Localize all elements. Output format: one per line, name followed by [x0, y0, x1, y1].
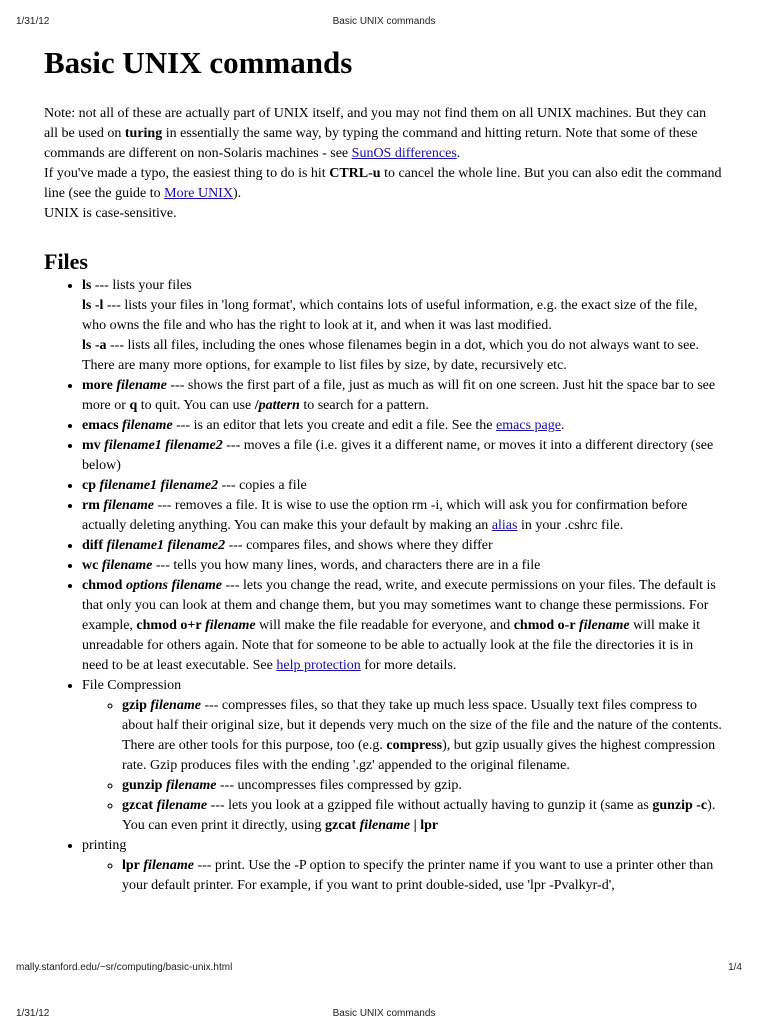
cmd-desc: --- shows the first part of a file, just as much as will fit on one screen. Just hit the space bar to see more or [82, 378, 716, 413]
cmd-arg: filename [165, 778, 217, 793]
cmd-desc: will make it unreadable for others again. Note that for someone to be able to actually look at the file the directories it is in need to be at least executable. See [82, 618, 700, 673]
list-item-ls [82, 276, 722, 376]
footer-url: mally.stanford.edu/~sr/computing/basic-unix.html [16, 962, 233, 973]
intro-text: ). [232, 186, 242, 201]
cmd-desc: to quit. You can use [137, 398, 255, 413]
header-title: Basic UNIX commands [332, 16, 436, 27]
pattern-arg: pattern [258, 398, 300, 413]
compression-sublist [82, 696, 722, 836]
list-item-diff [82, 536, 722, 556]
list-item-cp [82, 476, 722, 496]
turing-term: turing [124, 126, 163, 141]
emacs-page-link[interactable]: emacs page [496, 418, 561, 433]
cmd-gzip: gzip [122, 698, 147, 713]
cmd-desc: --- compresses files, so that they take up much less space. Usually text files compress to about half their original size, but it depends very much on the size of the file and the nature of the contents. There are other tools for this purpose, too (e.g. [122, 698, 722, 753]
cmd-desc: --- copies a file [218, 478, 307, 493]
cmd-arg: filename [122, 418, 173, 433]
cmd-arg: filename [101, 558, 153, 573]
cmd-desc: to search for a pattern. [299, 398, 429, 413]
alias-link[interactable]: alias [491, 518, 518, 533]
cmd-desc: --- lets you change the read, write, and execute permissions on your files. The default is that only you can look at them and change them, but you may sometimes want to change these permissions. For example, [82, 578, 716, 633]
key-q: q [129, 398, 138, 413]
cmd-wc: wc [82, 558, 99, 573]
cmd-desc: will make the file readable for everyone, and [255, 618, 514, 633]
cmd-ls-l: ls -l [82, 298, 104, 313]
help-protection-link[interactable]: help protection [276, 658, 361, 673]
page-title: Basic UNIX commands [44, 45, 353, 80]
cmd-cp: cp [82, 478, 96, 493]
example-cmd: gzcat [324, 818, 357, 833]
cmd-arg: filename [156, 798, 208, 813]
intro-text: If you've made a typo, the easiest thing to do is hit [44, 166, 330, 181]
cmd-arg: filename [103, 498, 154, 513]
example-cmd: chmod o-r [513, 618, 576, 633]
cmd-ls: ls [82, 278, 92, 293]
intro-text: to cancel the whole line. But you can also edit the command line (see the guide to [44, 166, 722, 201]
cmd-desc: for more details. [360, 658, 457, 673]
ctrl-u-term: CTRL-u [329, 166, 381, 181]
cmd-desc: --- compares files, and shows where they differ [225, 538, 493, 553]
cmd-ls-a: ls -a [82, 338, 107, 353]
cmd-chmod: chmod [82, 578, 123, 593]
intro-paragraph-2 [44, 164, 722, 204]
cmd-desc: --- removes a file. It is wise to use the option rm -i, which will ask you for confirmation before actually deleting anything. You can make this your default by making an [82, 498, 688, 533]
intro-section [44, 104, 722, 224]
list-item-wc [82, 556, 722, 576]
cmd-gunzip: gunzip [122, 778, 163, 793]
cmd-arg: filename [116, 378, 167, 393]
cmd-arg: options filename [125, 578, 223, 593]
cmd-arg: filename [359, 818, 411, 833]
cmd-desc: --- lets you look at a gzipped file without actually having to gunzip it (same as [207, 798, 653, 813]
files-command-list [44, 276, 722, 896]
compression-label: File Compression [82, 678, 182, 693]
pipe-lpr: | lpr [410, 818, 439, 833]
cmd-desc: ), but gzip usually gives the highest compression rate. Gzip produces files with the ending '.gz' appended to the original filename. [122, 738, 716, 773]
cmd-arg: filename [143, 858, 194, 873]
cmd-arg: filename [205, 618, 256, 633]
cmd-arg: filename [150, 698, 201, 713]
printing-sublist [82, 856, 722, 896]
list-item-gzip [122, 696, 722, 776]
cmd-emacs: emacs [82, 418, 119, 433]
footer-page-number: 1/4 [728, 962, 742, 973]
list-item-more [82, 376, 722, 416]
list-item-gunzip [122, 776, 722, 796]
list-item-rm [82, 496, 722, 536]
cmd-arg: filename [579, 618, 630, 633]
intro-text: . [456, 146, 461, 161]
main-content [44, 44, 722, 896]
intro-paragraph-3: UNIX is case-sensitive. [44, 206, 177, 221]
printing-label: printing [82, 838, 127, 853]
compress-term: compress [386, 738, 443, 753]
cmd-desc: --- tells you how many lines, words, and characters there are in a file [152, 558, 541, 573]
header-date: 1/31/12 [16, 16, 50, 27]
ls-more-options: There are many more options, for example to list files by size, by date, recursively etc. [82, 358, 567, 373]
cmd-gzcat: gzcat [122, 798, 154, 813]
cmd-desc: in your .cshrc file. [517, 518, 624, 533]
list-item-mv [82, 436, 722, 476]
cmd-desc: --- lists your files [91, 278, 192, 293]
cmd-desc: --- lists all files, including the ones whose filenames begin in a dot, which you do not always want to see. [106, 338, 700, 353]
cmd-mv: mv [82, 438, 101, 453]
next-header-title: Basic UNIX commands [332, 1008, 436, 1019]
cmd-desc: --- is an editor that lets you create and edit a file. See the [172, 418, 497, 433]
cmd-lpr: lpr [122, 858, 140, 873]
list-item-gzcat [122, 796, 722, 836]
cmd-arg: filename1 filename2 [104, 438, 223, 453]
list-item-chmod [82, 576, 722, 676]
cmd-desc: --- lists your files in 'long format', which contains lots of useful information, e.g. the exact size of the file, who owns the file and who has the right to look at it, and when it was last modified. [82, 298, 698, 333]
list-item-emacs [82, 416, 722, 436]
files-heading: Files [44, 249, 88, 274]
list-item-file-compression [82, 676, 722, 836]
cmd-rm: rm [82, 498, 100, 513]
cmd-desc: --- uncompresses files compressed by gzip. [216, 778, 462, 793]
cmd-diff: diff [82, 538, 103, 553]
example-cmd: gunzip -c [652, 798, 708, 813]
cmd-arg: filename1 filename2 [99, 478, 219, 493]
cmd-desc: --- print. Use the -P option to specify the printer name if you want to use a printer other than your default printer. For example, if you want to print double-sided, use 'lpr -Pvalkyr-d', [122, 858, 714, 893]
intro-text: in essentially the same way, by typing the command and hitting return. Note that some of these commands are different on non-Solaris machines - see [44, 126, 698, 161]
cmd-desc: --- moves a file (i.e. gives it a different name, or moves it into a different directory (see below) [82, 438, 714, 473]
intro-text: Note: not all of these are actually part of UNIX itself, and you may not find them on all UNIX machines. But they can all be used on [44, 106, 707, 141]
next-header-date: 1/31/12 [16, 1008, 50, 1019]
more-unix-link[interactable]: More UNIX [164, 186, 233, 201]
cmd-desc: ). You can even print it directly, using [122, 798, 716, 833]
cmd-desc: . [560, 418, 565, 433]
example-cmd: chmod o+r [136, 618, 202, 633]
intro-paragraph-1 [44, 104, 722, 164]
cmd-more: more [82, 378, 113, 393]
sunos-differences-link[interactable]: SunOS differences [351, 146, 457, 161]
list-item-printing [82, 836, 722, 896]
list-item-lpr [122, 856, 722, 896]
cmd-arg: filename1 filename2 [106, 538, 226, 553]
slash-char: / [254, 398, 259, 413]
